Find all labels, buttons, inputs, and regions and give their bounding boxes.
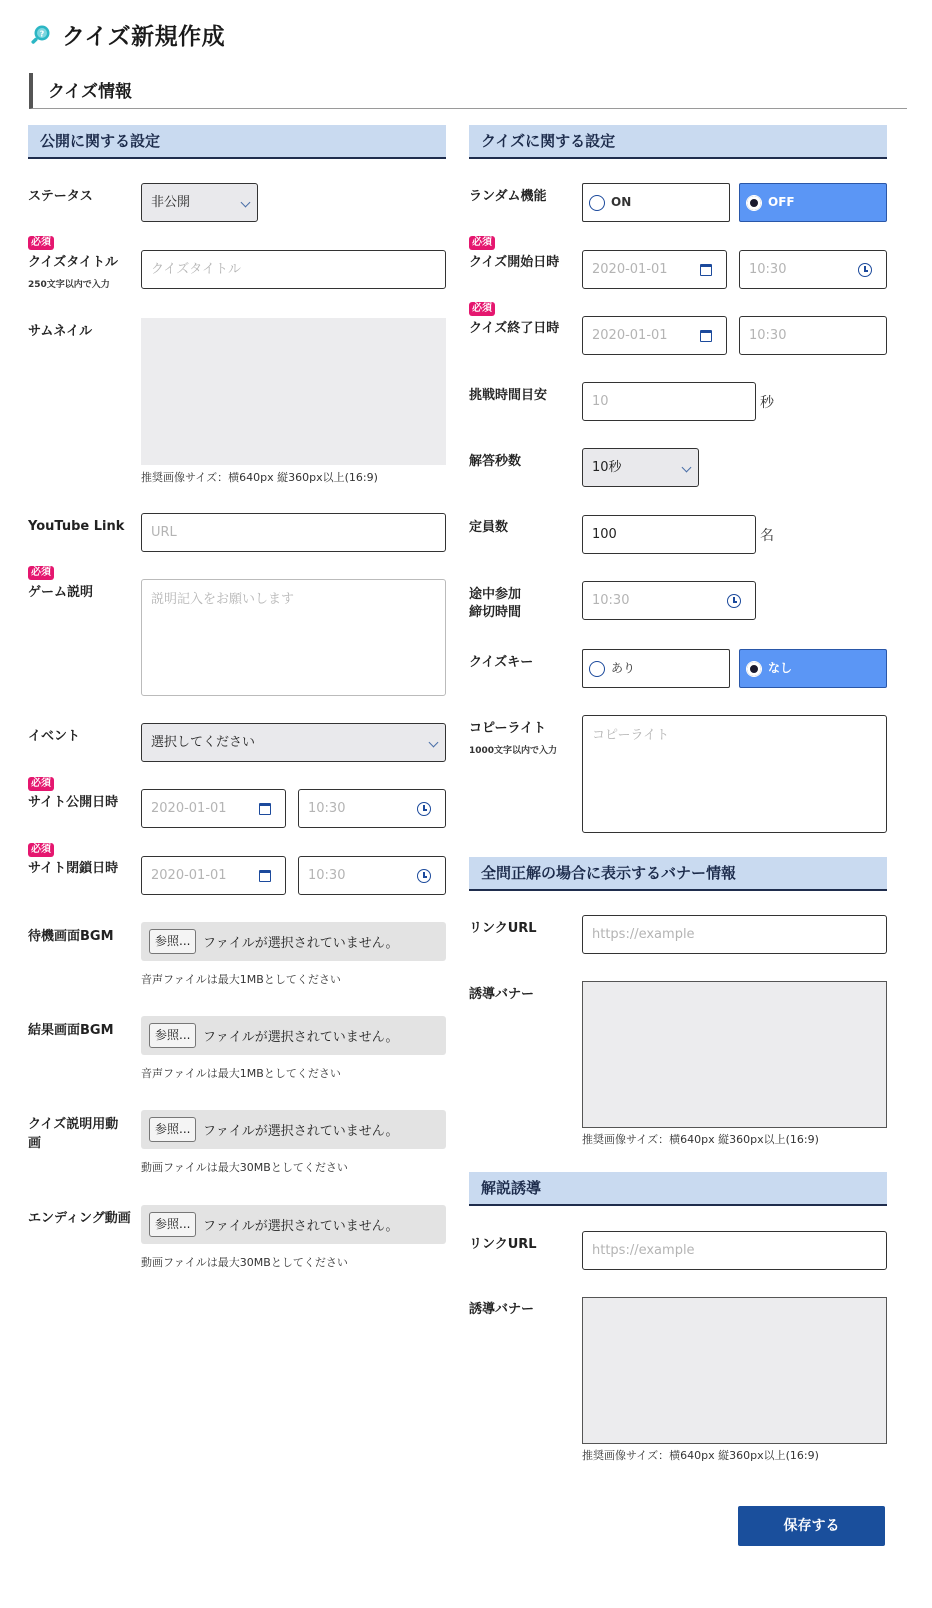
quiz-start-time: 10:30 <box>749 262 787 277</box>
required-badge: 必須 <box>28 566 54 580</box>
quiz-end-date: 2020-01-01 <box>592 328 668 343</box>
clock-icon[interactable] <box>858 263 872 277</box>
quiz-title-input[interactable]: クイズタイトル <box>141 250 446 289</box>
file-label-intro-video: クイズ説明用動画 <box>28 1117 119 1151</box>
youtube-label: YouTube Link <box>28 519 125 534</box>
quiz-start-label: クイズ開始日時 <box>469 255 560 270</box>
join-deadline-time: 10:30 <box>592 593 630 608</box>
copyright-hint: 1000文字以内で入力 <box>469 746 558 756</box>
quiz-end-time-input[interactable]: 10:30 <box>739 316 887 355</box>
site-close-time: 10:30 <box>308 868 346 883</box>
quiz-end-date-input[interactable] <box>582 316 727 355</box>
answer-seconds-label: 解答秒数 <box>469 454 522 469</box>
radio-selected-icon <box>746 661 762 677</box>
event-select[interactable] <box>141 723 446 762</box>
section-title-bar <box>29 73 907 109</box>
quiz-key-label: クイズキー <box>469 655 534 670</box>
required-badge: 必須 <box>28 843 54 857</box>
site-open-label: サイト公開日時 <box>28 795 119 810</box>
calendar-icon[interactable] <box>700 330 712 342</box>
chevron-down-icon <box>429 738 439 748</box>
quiz-key-no-label: なし <box>768 661 793 675</box>
required-badge: 必須 <box>469 236 495 250</box>
site-close-label: サイト閉鎖日時 <box>28 861 119 876</box>
site-open-date: 2020-01-01 <box>151 801 227 816</box>
quiz-end-label: クイズ終了日時 <box>469 321 560 336</box>
explain-link-input[interactable]: https://example <box>582 1231 887 1270</box>
file-label-ending-video: エンディング動画 <box>28 1211 131 1226</box>
calendar-icon[interactable] <box>259 803 271 815</box>
explain-banner-upload-area[interactable] <box>582 1297 887 1444</box>
random-off-label: OFF <box>768 195 795 209</box>
explain-banner-note: 推奨画像サイズ：横640px 縦360px以上(16:9) <box>582 1449 819 1462</box>
save-button[interactable]: 保存する <box>738 1506 885 1546</box>
challenge-time-input[interactable]: 10 <box>582 382 756 421</box>
capacity-input[interactable]: 100 <box>582 515 756 554</box>
browse-button[interactable]: 参照... <box>149 1023 196 1048</box>
file-status: ファイルが選択されていません。 <box>203 1030 399 1045</box>
file-label-result-bgm: 結果画面BGM <box>28 1023 114 1038</box>
clock-icon[interactable] <box>727 594 741 608</box>
quiz-title-label: クイズタイトル <box>28 255 118 270</box>
file-input-result-bgm[interactable] <box>141 1016 446 1055</box>
banner-note: 推奨画像サイズ：横640px 縦360px以上(16:9) <box>582 1133 819 1146</box>
public-settings-heading: 公開に関する設定 <box>28 125 446 159</box>
calendar-icon[interactable] <box>259 870 271 882</box>
svg-text:?: ? <box>39 29 45 39</box>
quiz-key-yes-label: あり <box>611 661 636 675</box>
radio-icon <box>589 195 605 211</box>
banner-link-label: リンクURL <box>469 921 537 936</box>
file-input-intro-video[interactable] <box>141 1110 446 1149</box>
file-note: 動画ファイルは最大30MBとしてください <box>141 1161 348 1174</box>
file-status: ファイルが選択されていません。 <box>203 1219 399 1234</box>
status-select[interactable] <box>141 183 258 222</box>
seconds-unit: 秒 <box>760 395 774 411</box>
capacity-label: 定員数 <box>469 520 509 535</box>
site-open-date-input[interactable] <box>141 789 286 828</box>
status-label: ステータス <box>28 189 93 204</box>
answer-seconds-value: 10秒 <box>592 460 622 475</box>
browse-button[interactable]: 参照... <box>149 1117 196 1142</box>
challenge-time-label: 挑戦時間目安 <box>469 388 548 403</box>
required-badge: 必須 <box>28 777 54 791</box>
game-desc-label: ゲーム説明 <box>28 585 94 600</box>
site-open-time: 10:30 <box>308 801 346 816</box>
quiz-search-icon <box>30 24 52 46</box>
file-note: 音声ファイルは最大1MBとしてください <box>141 973 341 986</box>
thumbnail-label: サムネイル <box>28 324 93 339</box>
quiz-start-time-input[interactable] <box>739 250 887 289</box>
radio-selected-icon <box>746 195 762 211</box>
clock-icon[interactable] <box>417 802 431 816</box>
join-deadline-time-input[interactable] <box>582 581 756 620</box>
page-title: クイズ新規作成 <box>62 24 226 50</box>
copyright-textarea[interactable]: コピーライト <box>582 715 887 833</box>
event-value: 選択してください <box>151 735 256 750</box>
site-open-time-input[interactable] <box>298 789 446 828</box>
file-note: 音声ファイルは最大1MBとしてください <box>141 1067 341 1080</box>
quiz-key-no-radio[interactable] <box>739 649 887 688</box>
quiz-title-hint: 250文字以内で入力 <box>28 280 110 290</box>
file-label-waiting-bgm: 待機画面BGM <box>28 929 114 944</box>
random-on-label: ON <box>611 195 632 209</box>
banner-link-input[interactable]: https://example <box>582 915 887 954</box>
explain-banner-label: 誘導バナー <box>469 1302 535 1317</box>
site-close-time-input[interactable] <box>298 856 446 895</box>
explain-link-label: リンクURL <box>469 1237 537 1252</box>
section-title: クイズ情報 <box>48 82 132 102</box>
chevron-down-icon <box>682 463 692 473</box>
chevron-down-icon <box>241 198 251 208</box>
random-label: ランダム機能 <box>469 189 547 204</box>
banner-image-label: 誘導バナー <box>469 987 535 1002</box>
event-label: イベント <box>28 729 81 744</box>
people-unit: 名 <box>760 528 774 544</box>
youtube-input[interactable]: URL <box>141 513 446 552</box>
file-input-ending-video[interactable] <box>141 1205 446 1244</box>
join-deadline-label-line2: 締切時間 <box>469 605 522 620</box>
file-status: ファイルが選択されていません。 <box>203 1124 399 1139</box>
required-badge: 必須 <box>28 236 54 250</box>
banner-upload-area[interactable] <box>582 981 887 1128</box>
quiz-settings-heading: クイズに関する設定 <box>469 125 887 159</box>
file-status: ファイルが選択されていません。 <box>203 936 399 951</box>
file-note: 動画ファイルは最大30MBとしてください <box>141 1256 348 1269</box>
join-deadline-label-line1: 途中参加 <box>469 587 522 602</box>
site-close-date: 2020-01-01 <box>151 868 227 883</box>
radio-icon <box>589 661 605 677</box>
random-on-radio[interactable] <box>582 183 730 222</box>
random-off-radio[interactable] <box>739 183 887 222</box>
thumbnail-note: 推奨画像サイズ：横640px 縦360px以上(16:9) <box>141 471 378 484</box>
status-value: 非公開 <box>151 195 191 210</box>
thumbnail-upload-area[interactable] <box>141 318 446 465</box>
browse-button[interactable]: 参照... <box>149 1212 196 1237</box>
file-input-waiting-bgm[interactable] <box>141 922 446 961</box>
answer-seconds-select[interactable] <box>582 448 699 487</box>
quiz-start-date: 2020-01-01 <box>592 262 668 277</box>
copyright-label: コピーライト <box>469 721 547 736</box>
site-close-date-input[interactable] <box>141 856 286 895</box>
required-badge: 必須 <box>469 302 495 316</box>
quiz-key-yes-radio[interactable] <box>582 649 730 688</box>
game-desc-textarea[interactable]: 説明記入をお願いします <box>141 579 446 696</box>
banner-section-heading: 全問正解の場合に表示するバナー情報 <box>469 857 887 891</box>
calendar-icon[interactable] <box>700 264 712 276</box>
clock-icon[interactable] <box>417 869 431 883</box>
browse-button[interactable]: 参照... <box>149 929 196 954</box>
explain-section-heading: 解説誘導 <box>469 1172 887 1206</box>
quiz-start-date-input[interactable] <box>582 250 727 289</box>
